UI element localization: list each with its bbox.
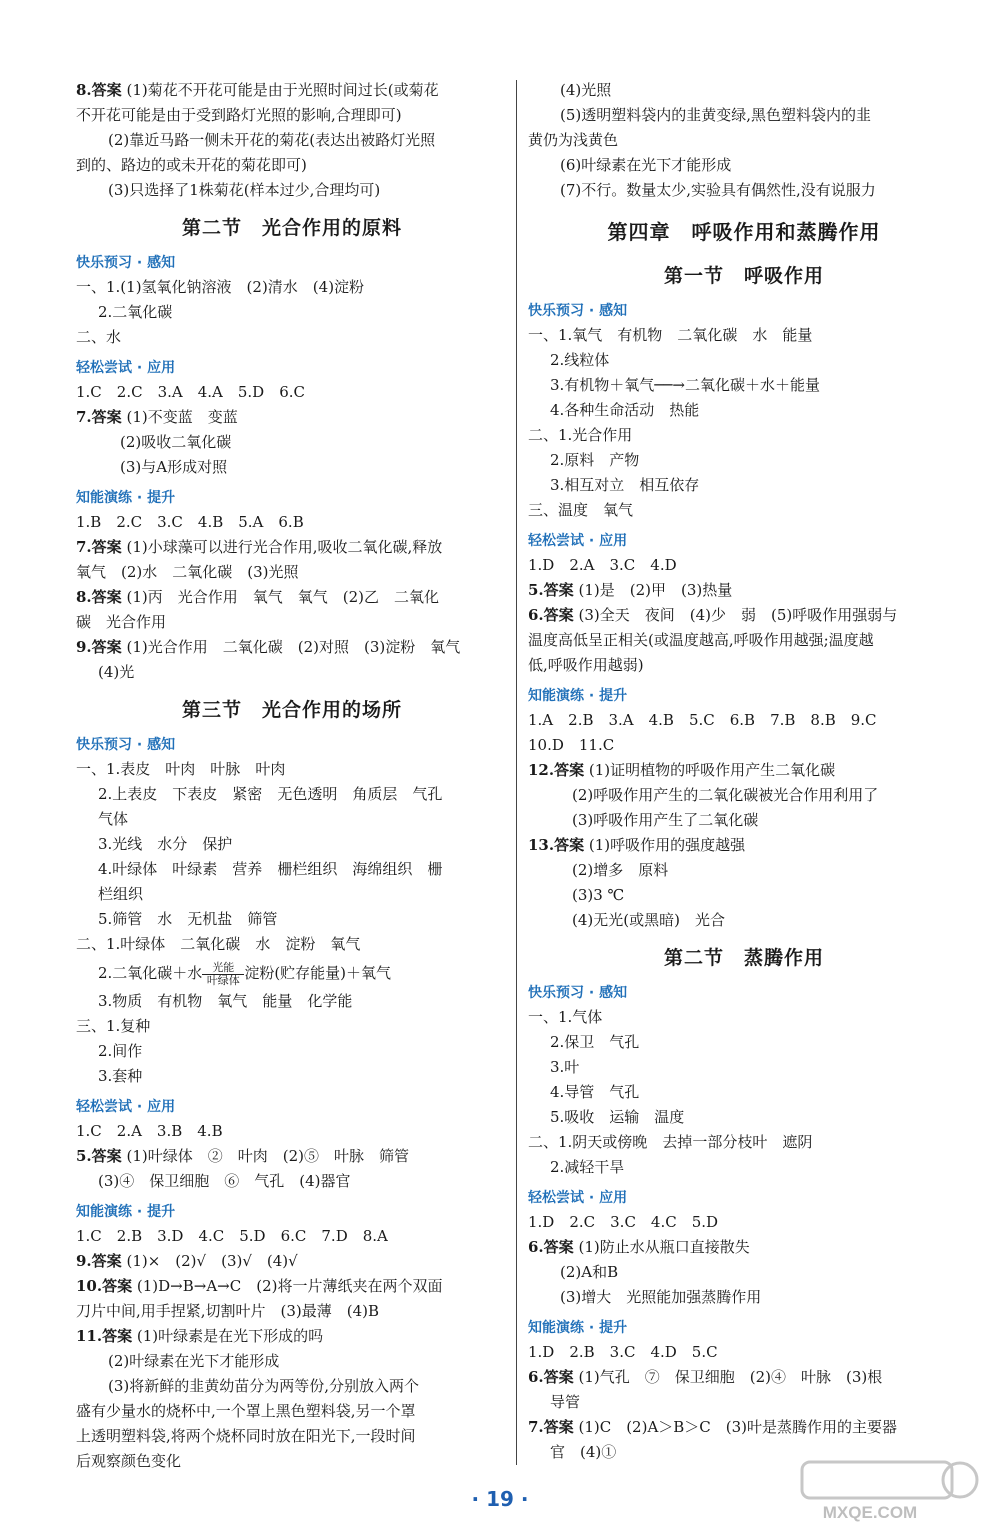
answer-item [528,603,960,628]
answer-line: 一、1.气体 [528,1008,603,1026]
answer-line: 5.吸收 运输 温度 [550,1108,685,1126]
answer-text: (3)全天 夜间 (4)少 弱 (5)呼吸作用强弱与 [578,606,898,624]
answer-line: 气体 [98,810,129,828]
answer-line: 2.上表皮 下表皮 紧密 无色透明 角质层 气孔 [98,785,443,803]
answer-text: (1)光合作用 二氧化碳 (2)对照 (3)淀粉 氧气 [126,638,461,656]
answer-label: 答案 [91,538,122,556]
answer-line: (3)与A形成对照 [120,458,228,476]
answer-line: 栏组织 [98,885,144,903]
answer-label: 答案 [543,581,574,599]
answer-line: 4.导管 气孔 [550,1083,640,1101]
answer-item [76,1324,508,1349]
answer-line: (2)A和B [560,1263,619,1281]
answer-line: (7)不行。数量太少,实验具有偶然性,没有说服力 [560,181,876,199]
subsection-label: 知能演练 · 提升 [76,1204,176,1220]
subsection-label: 知能演练 · 提升 [528,1320,628,1336]
answer-item [528,758,960,783]
arrow-condition-bottom: 叶绿体 [206,973,240,987]
answer-line: 氧气 (2)水 二氧化碳 (3)光照 [76,563,299,581]
answer-item [76,535,508,560]
answer-line: 1.A 2.B 3.A 4.B 5.C 6.B 7.B 8.B 9.C [528,711,877,729]
section-heading: 第三节 光合作用的场所 [181,699,402,721]
answer-line: 2.原料 产物 [550,451,640,469]
left-column [76,78,508,1474]
answer-text: (1)菊花不开花可能是由于光照时间过长(或菊花 [126,81,439,99]
answer-item [528,1365,960,1390]
answer-label: 答案 [91,408,122,426]
answer-label: 答案 [543,1238,574,1256]
question-number: 13. [528,836,555,854]
answer-text: (1)小球藻可以进行光合作用,吸收二氧化碳,释放 [126,538,443,556]
subsection-label: 快乐预习 · 感知 [528,303,628,319]
answer-line: 导管 [550,1393,581,1411]
answer-line: (5)透明塑料袋内的韭黄变绿,黑色塑料袋内的韭 [560,106,872,124]
answer-line: 2.二氧化碳 [98,303,173,321]
answer-line: (3)④ 保卫细胞 ⑥ 气孔 (4)器官 [98,1172,351,1190]
answer-line: 3.套种 [98,1067,143,1085]
answer-line: (4)无光(或黑暗) 光合 [572,911,725,929]
answer-text: (1)丙 光合作用 氧气 氧气 (2)乙 二氧化 [126,588,439,606]
subsection-label: 快乐预习 · 感知 [528,985,628,1001]
answer-label: 答案 [543,1418,574,1436]
answer-line: 黄仍为浅黄色 [528,131,619,149]
equation-products: 淀粉(贮存能量)＋氧气 [244,964,392,982]
answer-item [76,78,508,103]
answer-line: (6)叶绿素在光下才能形成 [560,156,732,174]
answer-label: 答案 [91,1252,122,1270]
answer-label: 答案 [102,1327,133,1345]
answer-line: 3.相互对立 相互依存 [550,476,700,494]
answer-line: 4.各种生命活动 热能 [550,401,700,419]
answer-text: (1)气孔 ⑦ 保卫细胞 (2)④ 叶脉 (3)根 [578,1368,883,1386]
answer-line: 2.线粒体 [550,351,610,369]
answer-item [528,1415,960,1440]
subsection-label: 轻松尝试 · 应用 [76,360,176,376]
answer-line: 盛有少量水的烧杯中,一个罩上黑色塑料袋,另一个罩 [76,1402,416,1420]
answer-label: 答案 [543,606,574,624]
answer-text: (1)叶绿素是在光下形成的吗 [136,1327,324,1345]
answer-text: (1)呼吸作用的强度越强 [588,836,746,854]
answer-label: 答案 [91,638,122,656]
answer-line: 5.筛管 水 无机盐 筛管 [98,910,278,928]
answer-item [76,1144,508,1169]
answer-label: 答案 [91,1147,122,1165]
answer-text: (1)是 (2)甲 (3)热量 [578,581,733,599]
question-number: 5. [76,1147,92,1165]
answer-label: 答案 [554,761,585,779]
right-column [528,78,960,1465]
equation-reactants: 2.二氧化碳＋水 [98,964,203,982]
answer-line: 1.D 2.A 3.C 4.D [528,556,677,574]
answer-line: 1.C 2.A 3.B 4.B [76,1122,223,1140]
answer-line: (2)呼吸作用产生的二氧化碳被光合作用利用了 [572,786,879,804]
answer-line: (2)增多 原料 [572,861,669,879]
answer-line: 3.叶 [550,1058,580,1076]
answer-line: 1.C 2.C 3.A 4.A 5.D 6.C [76,383,305,401]
answer-line: 刀片中间,用手捏紧,切割叶片 (3)最薄 (4)B [76,1302,380,1320]
answer-line: 1.D 2.C 3.C 4.C 5.D [528,1213,719,1231]
answer-label: 答案 [554,836,585,854]
subsection-label: 轻松尝试 · 应用 [528,533,628,549]
answer-item [76,405,508,430]
answer-line: 官 (4)① [550,1443,617,1461]
question-number: 12. [528,761,555,779]
question-number: 5. [528,581,544,599]
answer-line: (3)将新鲜的韭黄幼苗分为两等份,分别放入两个 [108,1377,420,1395]
answer-line: 三、温度 氧气 [528,501,634,519]
question-number: 8. [76,81,92,99]
answer-line: 3.物质 有机物 氧气 能量 化学能 [98,992,353,1010]
subsection-label: 知能演练 · 提升 [76,490,176,506]
answer-line: 10.D 11.C [528,736,615,754]
question-number: 10. [76,1277,103,1295]
answer-line: 二、1.阴天或傍晚 去掉一部分枝叶 遮阴 [528,1133,813,1151]
answer-line: (3)3 ℃ [572,886,625,904]
answer-line: 上透明塑料袋,将两个烧杯同时放在阳光下,一段时间 [76,1427,416,1445]
answer-line: (3)增大 光照能加强蒸腾作用 [560,1288,762,1306]
answer-line: 2.间作 [98,1042,143,1060]
answer-line: 2.减轻干旱 [550,1158,625,1176]
question-number: 9. [76,1252,92,1270]
answer-label: 答案 [91,588,122,606]
answer-item [76,1274,508,1299]
answer-line: 低,呼吸作用越弱) [528,656,644,674]
answer-item [528,833,960,858]
answer-line: (2)叶绿素在光下才能形成 [108,1352,280,1370]
question-number: 6. [528,1238,544,1256]
answer-text: (1)叶绿体 ② 叶肉 (2)⑤ 叶脉 筛管 [126,1147,409,1165]
answer-text: (1)D→B→A→C (2)将一片薄纸夹在两个双面 [136,1277,443,1295]
answer-line: (3)呼吸作用产生了二氧化碳 [572,811,759,829]
answer-line: 后观察颜色变化 [76,1452,182,1470]
answer-line: 1.D 2.B 3.C 4.D 5.C [528,1343,718,1361]
question-number: 7. [76,538,92,556]
answer-line: 到的、路边的或未开花的菊花即可) [76,156,307,174]
question-number: 7. [76,408,92,426]
answer-item [528,1235,960,1260]
answer-line: (2)吸收二氧化碳 [120,433,232,451]
subsection-label: 快乐预习 · 感知 [76,255,176,271]
arrow-condition-top: 光能 [202,962,244,975]
question-number: 6. [528,1368,544,1386]
answer-line: 三、1.复种 [76,1017,151,1035]
answer-line: 2.保卫 气孔 [550,1033,640,1051]
answer-line: 二、1.叶绿体 二氧化碳 水 淀粉 氧气 [76,935,361,953]
subsection-label: 轻松尝试 · 应用 [528,1190,628,1206]
answer-line: (3)只选择了1株菊花(样本过少,合理均可) [108,181,381,199]
answer-line: 3.光线 水分 保护 [98,835,233,853]
answer-line: 4.叶绿体 叶绿素 营养 栅栏组织 海绵组织 栅 [98,860,443,878]
equation-line [76,957,508,989]
answer-text: (1)C (2)A＞B＞C (3)叶是蒸腾作用的主要器 [578,1418,898,1436]
answer-text: (1)× (2)√ (3)√ (4)√ [126,1252,298,1270]
answer-item [76,1249,508,1274]
section-heading: 第二节 蒸腾作用 [663,947,824,969]
chapter-heading: 第四章 呼吸作用和蒸腾作用 [607,220,881,244]
answer-line: 不开花可能是由于受到路灯光照的影响,合理即可) [76,106,402,124]
answer-text: (1)证明植物的呼吸作用产生二氧化碳 [588,761,836,779]
answer-line: 二、1.光合作用 [528,426,633,444]
answer-line: (4)光 [98,663,135,681]
section-heading: 第二节 光合作用的原料 [181,217,402,239]
reaction-arrow [202,962,244,987]
answer-line: 一、1.表皮 叶肉 叶脉 叶肉 [76,760,286,778]
answer-line: (4)光照 [560,81,612,99]
answer-line: (2)靠近马路一侧未开花的菊花(表达出被路灯光照 [108,131,436,149]
answer-label: 答案 [91,81,122,99]
answer-line: 二、水 [76,328,122,346]
answer-item [76,635,508,660]
answer-line: 一、1.(1)氢氧化钠溶液 (2)清水 (4)淀粉 [76,278,365,296]
subsection-label: 知能演练 · 提升 [528,688,628,704]
answer-label: 答案 [102,1277,133,1295]
answer-label: 答案 [543,1368,574,1386]
answer-text: (1)不变蓝 变蓝 [126,408,238,426]
question-number: 8. [76,588,92,606]
answer-line: 1.C 2.B 3.D 4.C 5.D 6.C 7.D 8.A [76,1227,388,1245]
answer-item [528,578,960,603]
page-number: · 19 · [471,1487,529,1511]
column-divider [516,80,517,1465]
section-heading: 第一节 呼吸作用 [663,265,824,287]
question-number: 11. [76,1327,103,1345]
watermark-logo [800,1458,980,1524]
question-number: 9. [76,638,92,656]
question-number: 7. [528,1418,544,1436]
subsection-label: 轻松尝试 · 应用 [76,1099,176,1115]
answer-item [76,585,508,610]
subsection-label: 快乐预习 · 感知 [76,737,176,753]
answer-line: 1.B 2.C 3.C 4.B 5.A 6.B [76,513,304,531]
question-number: 6. [528,606,544,624]
answer-line: 3.有机物＋氧气──→二氧化碳＋水＋能量 [550,376,820,394]
answer-line: 碳 光合作用 [76,613,167,631]
answer-line: 一、1.氧气 有机物 二氧化碳 水 能量 [528,326,813,344]
watermark-text: MXQE.COM [822,1503,918,1522]
answer-line: 温度高低呈正相关(或温度越高,呼吸作用越强;温度越 [528,631,874,649]
answer-text: (1)防止水从瓶口直接散失 [578,1238,750,1256]
